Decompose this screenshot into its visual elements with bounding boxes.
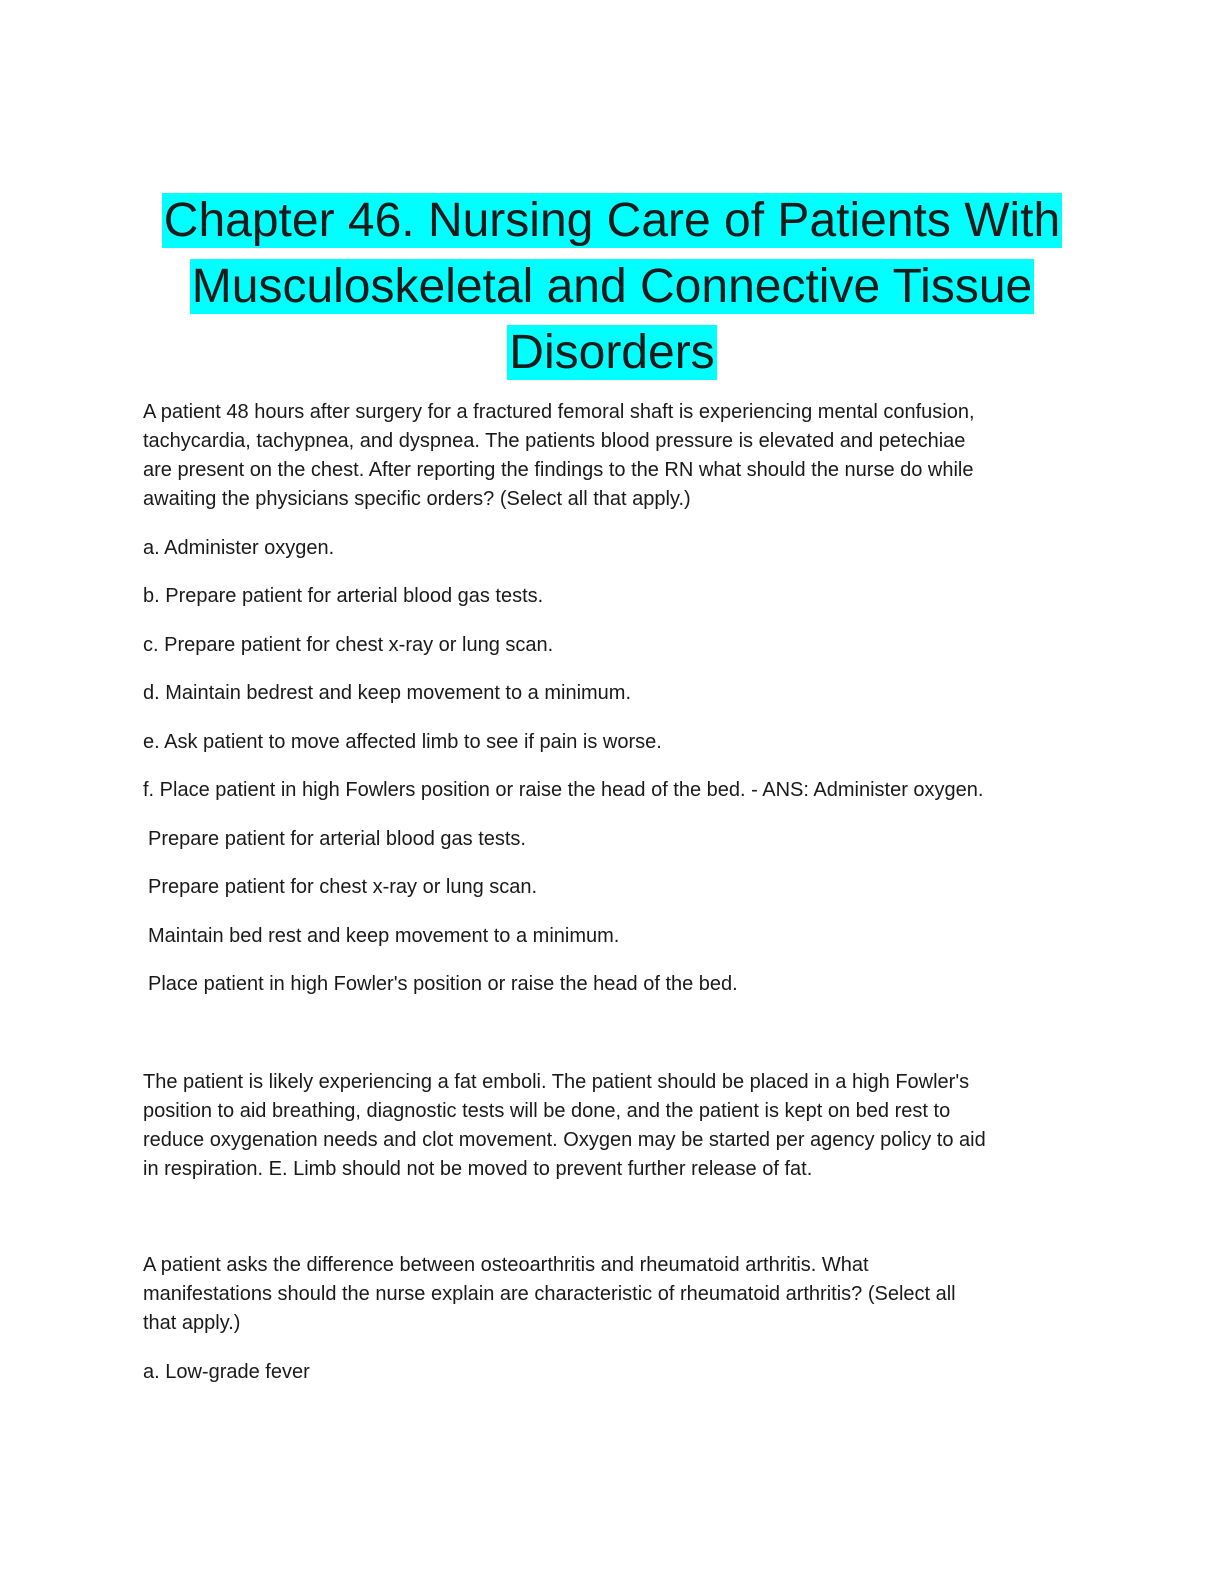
question-2-stem-line: manifestations should the nurse explain are characteristic of rheumatoid arthritis? (Select all xyxy=(143,1283,956,1305)
rationale-line: The patient is likely experiencing a fat emboli. The patient should be placed in a high Fowler's xyxy=(143,1071,970,1093)
question-1-option-f: f. Place patient in high Fowlers position or raise the head of the bed. - ANS: Administer oxygen. xyxy=(143,779,984,801)
question-1-rationale xyxy=(143,1068,1073,1184)
question-1-stem xyxy=(143,398,1073,514)
question-2-stem-line: A patient asks the difference between osteoarthritis and rheumatoid arthritis. What xyxy=(143,1254,869,1276)
question-1-stem-line: awaiting the physicians specific orders? (Select all that apply.) xyxy=(143,488,691,510)
question-1-stem-line: A patient 48 hours after surgery for a fractured femoral shaft is experiencing mental confusion, xyxy=(143,401,975,423)
question-1-stem-line: are present on the chest. After reporting the findings to the RN what should the nurse do while xyxy=(143,459,974,481)
question-2-option-a: a. Low-grade fever xyxy=(143,1361,310,1383)
question-1-answer: Place patient in high Fowler's position or raise the head of the bed. xyxy=(148,973,738,995)
chapter-title xyxy=(60,188,1164,386)
rationale-line: reduce oxygenation needs and clot movement. Oxygen may be started per agency policy to aid xyxy=(143,1129,986,1151)
question-1-option-a: a. Administer oxygen. xyxy=(143,537,335,559)
question-1-stem-line: tachycardia, tachypnea, and dyspnea. The patients blood pressure is elevated and petechiae xyxy=(143,430,966,452)
question-1-answer: Prepare patient for chest x-ray or lung scan. xyxy=(148,876,538,898)
title-line-1: Chapter 46. Nursing Care of Patients With xyxy=(163,194,1061,247)
question-1-answer: Prepare patient for arterial blood gas tests. xyxy=(148,828,526,850)
rationale-line: in respiration. E. Limb should not be moved to prevent further release of fat. xyxy=(143,1158,813,1180)
question-2-stem xyxy=(143,1251,1073,1338)
question-2-stem-line: that apply.) xyxy=(143,1312,241,1334)
title-line-2: Musculoskeletal and Connective Tissue xyxy=(191,260,1033,313)
question-1-option-b: b. Prepare patient for arterial blood gas tests. xyxy=(143,585,544,607)
question-1-option-c: c. Prepare patient for chest x-ray or lung scan. xyxy=(143,634,554,656)
rationale-line: position to aid breathing, diagnostic tests will be done, and the patient is kept on bed rest to xyxy=(143,1100,951,1122)
question-1-option-d: d. Maintain bedrest and keep movement to a minimum. xyxy=(143,682,632,704)
question-1-option-e: e. Ask patient to move affected limb to see if pain is worse. xyxy=(143,731,662,753)
question-1-answer: Maintain bed rest and keep movement to a minimum. xyxy=(148,925,620,947)
title-line-3: Disorders xyxy=(509,326,715,379)
